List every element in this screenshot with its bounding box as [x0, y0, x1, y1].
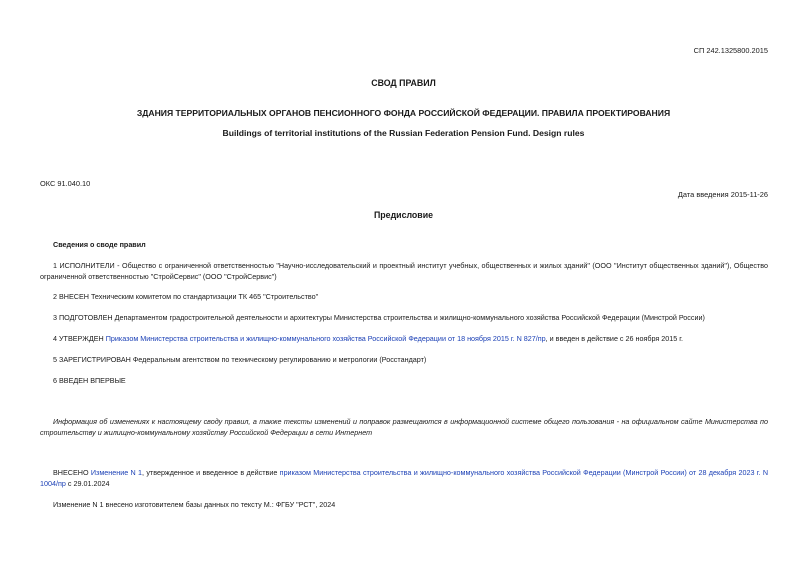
- database-note: Изменение N 1 внесено изготовителем базы данных по тексту М.: ФГБУ "РСТ", 2024: [53, 500, 336, 509]
- item4-prefix: 4 УТВЕРЖДЕН: [53, 334, 106, 343]
- preface-item-6: 6 ВВЕДЕН ВПЕРВЫЕ: [53, 376, 126, 385]
- preface-item-3: 3 ПОДГОТОВЛЕН Департаментом градостроительной деятельности и архитектуры Министерства строительства и жилищно-коммунального хозяйства Российской Федерации (Минстрой России): [53, 313, 705, 322]
- preface-item-4: [40, 333, 768, 344]
- amend-prefix: ВНЕСЕНО: [53, 468, 91, 477]
- preface-item-5: 5 ЗАРЕГИСТРИРОВАН Федеральным агентством по техническому регулированию и метрологии (Росстандарт): [53, 355, 427, 364]
- preface-heading: Предисловие: [373, 210, 434, 220]
- preface-item-1: 1 ИСПОЛНИТЕЛИ - Общество с ограниченной ответственностью "Научно-исследовательский и проектный институт учебных, общественных и жилых зданий" (ООО "Институт общественных зданий"), Общество ограниченной ответственностью "СтройСервис" (ООО "СтройСервис"): [40, 261, 768, 281]
- amendment-note: [40, 467, 768, 489]
- oks-code: ОКС 91.040.10: [40, 179, 91, 188]
- amendment-1-link[interactable]: Изменение N 1: [90, 468, 143, 477]
- preface-subheading: Сведения о своде правил: [53, 240, 146, 249]
- changes-information: Информация об изменениях к настоящему своду правил, а также тексты изменений и поправок размещаются в информационной системе общего пользования - на официальном сайте Министерства по строительству и жилищно-коммунальному хозяйству Российской Федерации в сети Интернет: [40, 417, 768, 437]
- document-title-en: Buildings of territorial institutions of the Russian Federation Pension Fund. Design rules: [222, 128, 585, 138]
- set-of-rules-heading: СВОД ПРАВИЛ: [371, 78, 436, 88]
- introduction-date: Дата введения 2015-11-26: [677, 190, 768, 199]
- item4-suffix: , и введен в действие с 26 ноября 2015 г.: [545, 334, 684, 343]
- amend-mid: , утвержденное и введенное в действие: [142, 468, 280, 477]
- document-title-ru: ЗДАНИЯ ТЕРРИТОРИАЛЬНЫХ ОРГАНОВ ПЕНСИОННОГО ФОНДА РОССИЙСКОЙ ФЕДЕРАЦИИ. ПРАВИЛА ПРОЕКТИРОВАНИЯ: [136, 108, 671, 118]
- amendment-order-link[interactable]: приказом Министерства строительства и жилищно-коммунального хозяйства Российской Федерации (Минстрой России) от 28 декабря 2023 г. N 1004/пр: [40, 468, 769, 488]
- document-code: СП 242.1325800.2015: [693, 46, 768, 55]
- approval-order-link[interactable]: Приказом Министерства строительства и жилищно-коммунального хозяйства Российской Федерации от 18 ноября 2015 г. N 827/пр: [105, 334, 546, 343]
- preface-item-2: 2 ВНЕСЕН Техническим комитетом по стандартизации ТК 465 "Строительство": [53, 292, 319, 301]
- amend-suffix: с 29.01.2024: [65, 479, 110, 488]
